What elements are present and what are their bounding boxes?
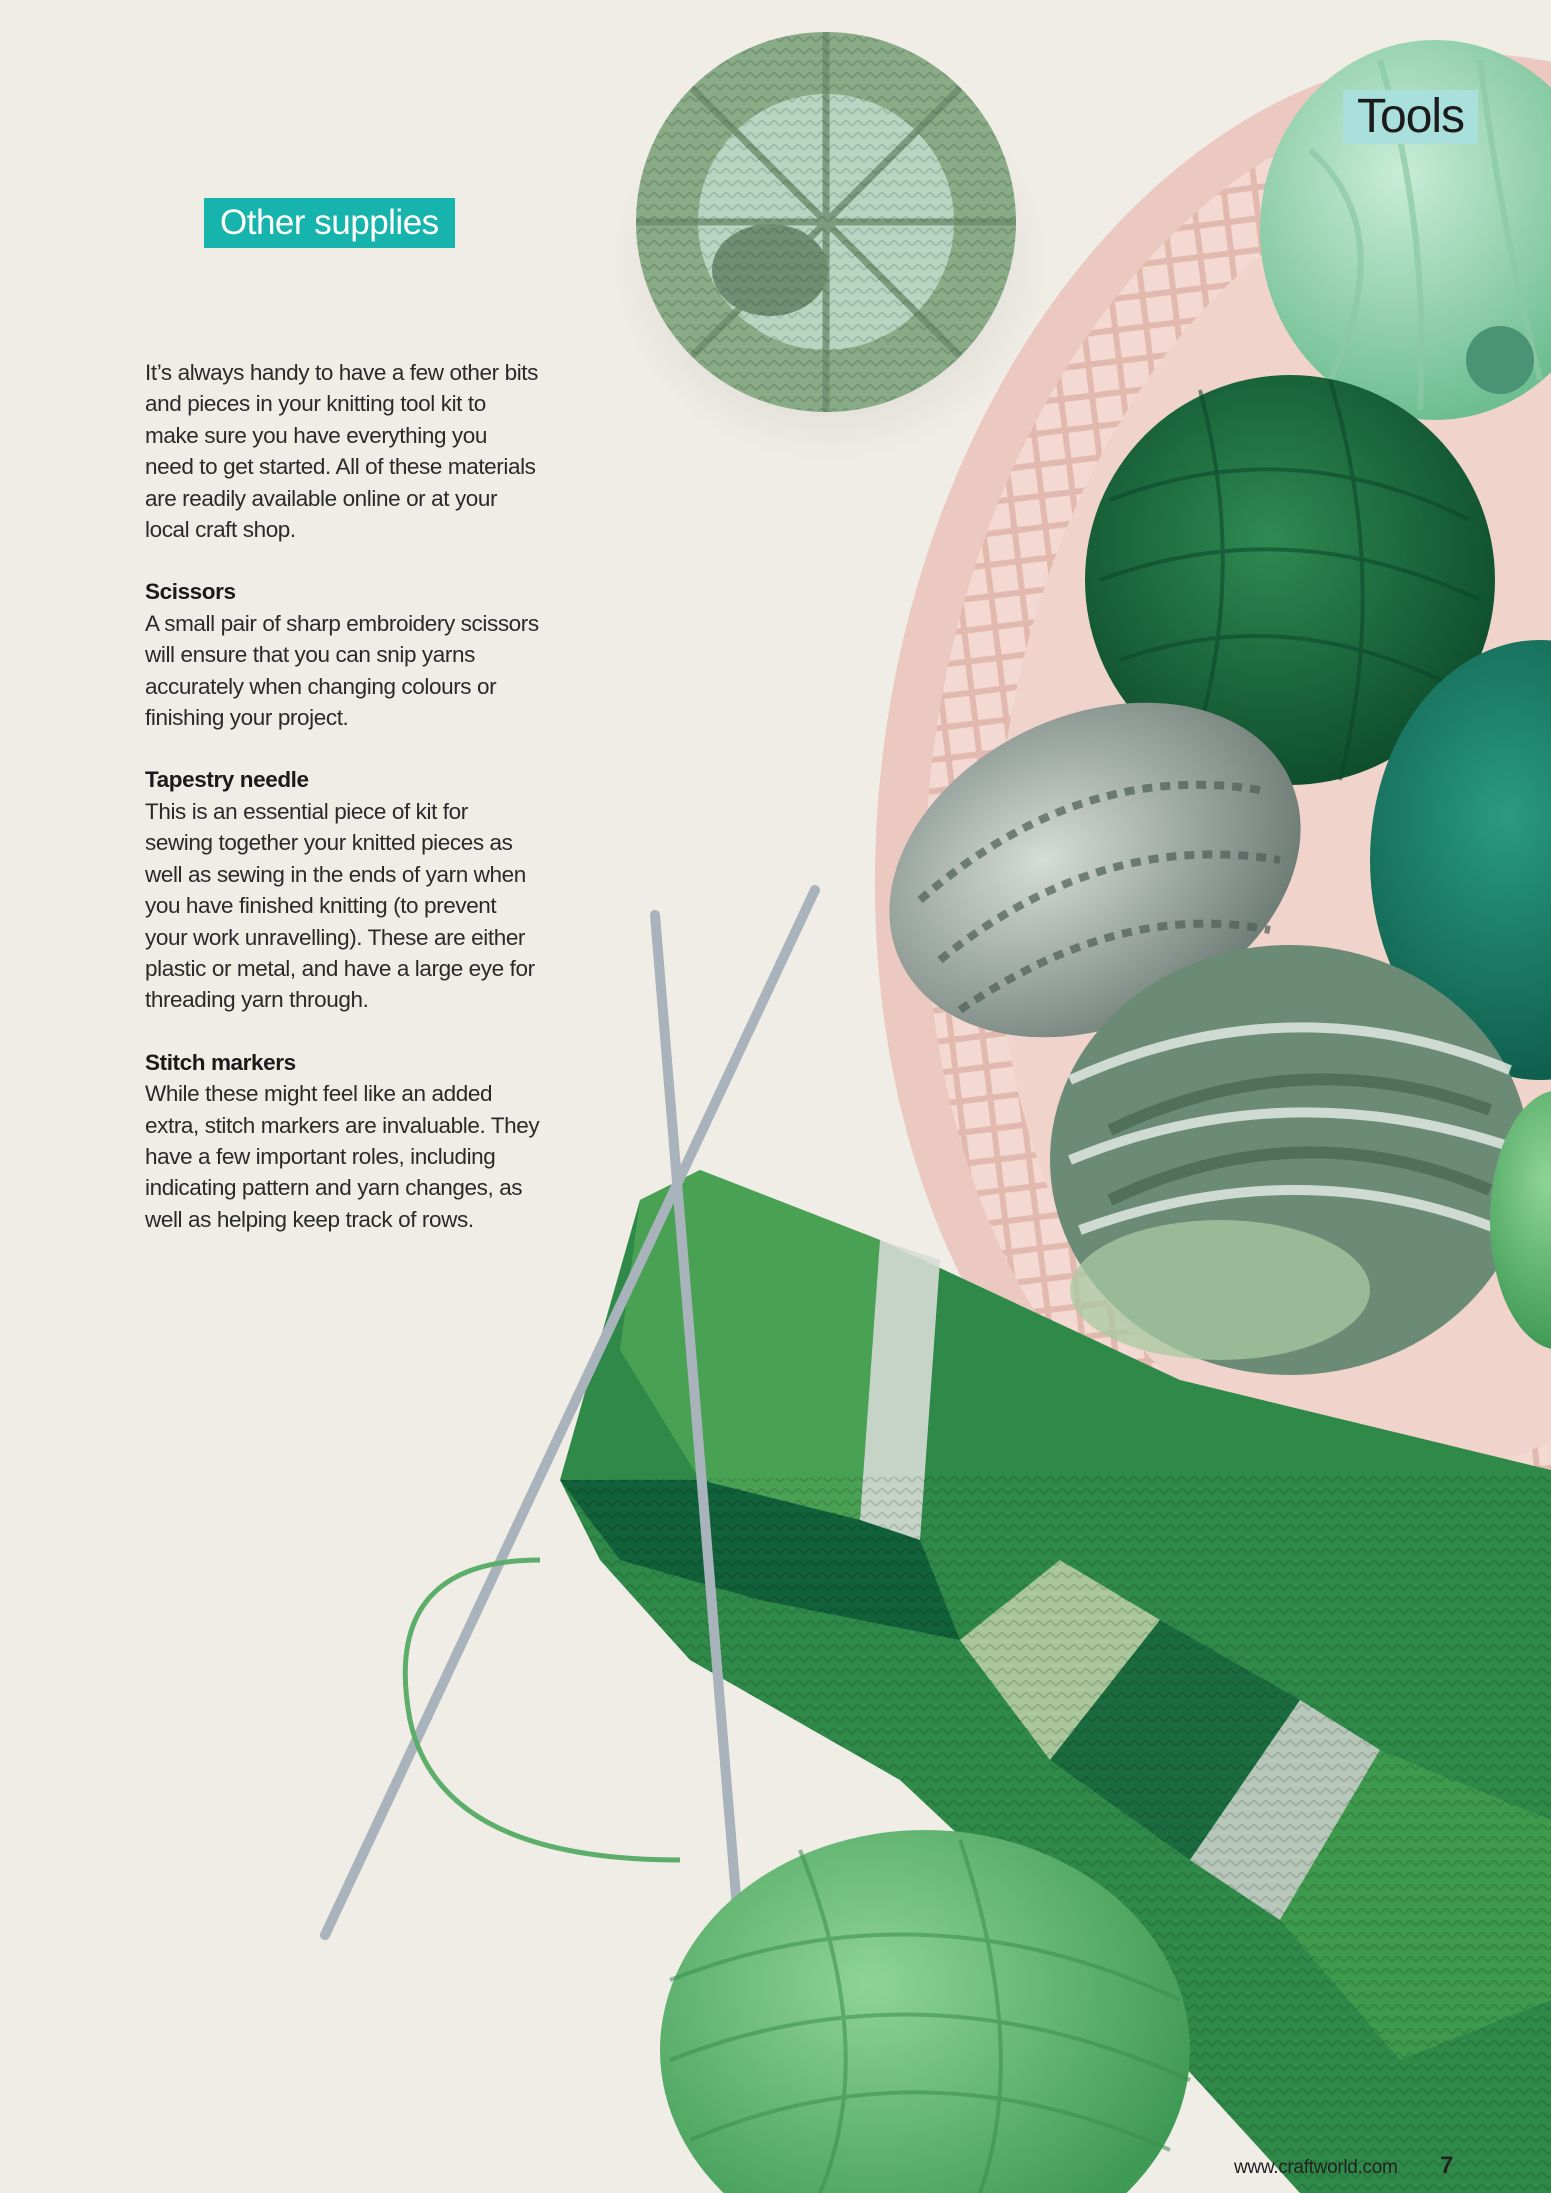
page-number: 7: [1440, 2152, 1454, 2179]
footer-url[interactable]: www.craftworld.com: [1234, 2157, 1398, 2178]
intro-paragraph: It’s always handy to have a few other bits and pieces in your knitting tool kit to make sure you have everything you need to get started. All of these materials are readily available online or at your local craft shop.: [145, 360, 539, 543]
section-title: Other supplies: [204, 198, 455, 248]
knitted-pumpkin-small: [636, 32, 1016, 412]
section-paragraph: This is an essential piece of kit for sewing together your knitted pieces as well as sewing in the ends of yarn when you have finished knitting (to prevent your work unravelling). These are either plastic or metal, and have a large eye for threading yarn through.: [145, 798, 535, 1013]
section-heading: Stitch markers: [145, 1049, 296, 1075]
category-badge: Tools: [1343, 90, 1478, 144]
variegated-yarn-ball: [1050, 945, 1530, 1375]
section-paragraph: While these might feel like an added extra, stitch markers are invaluable. They have a few important roles, including indicating pattern and yarn changes, as well as helping keep track of rows.: [145, 1081, 540, 1232]
section-heading: Scissors: [145, 579, 236, 605]
section-paragraph: A small pair of sharp embroidery scissors will ensure that you can snip yarns accurately when changing colours or finishing your project.: [145, 610, 539, 731]
section-heading: Tapestry needle: [145, 767, 309, 793]
article-body: [145, 357, 540, 1266]
